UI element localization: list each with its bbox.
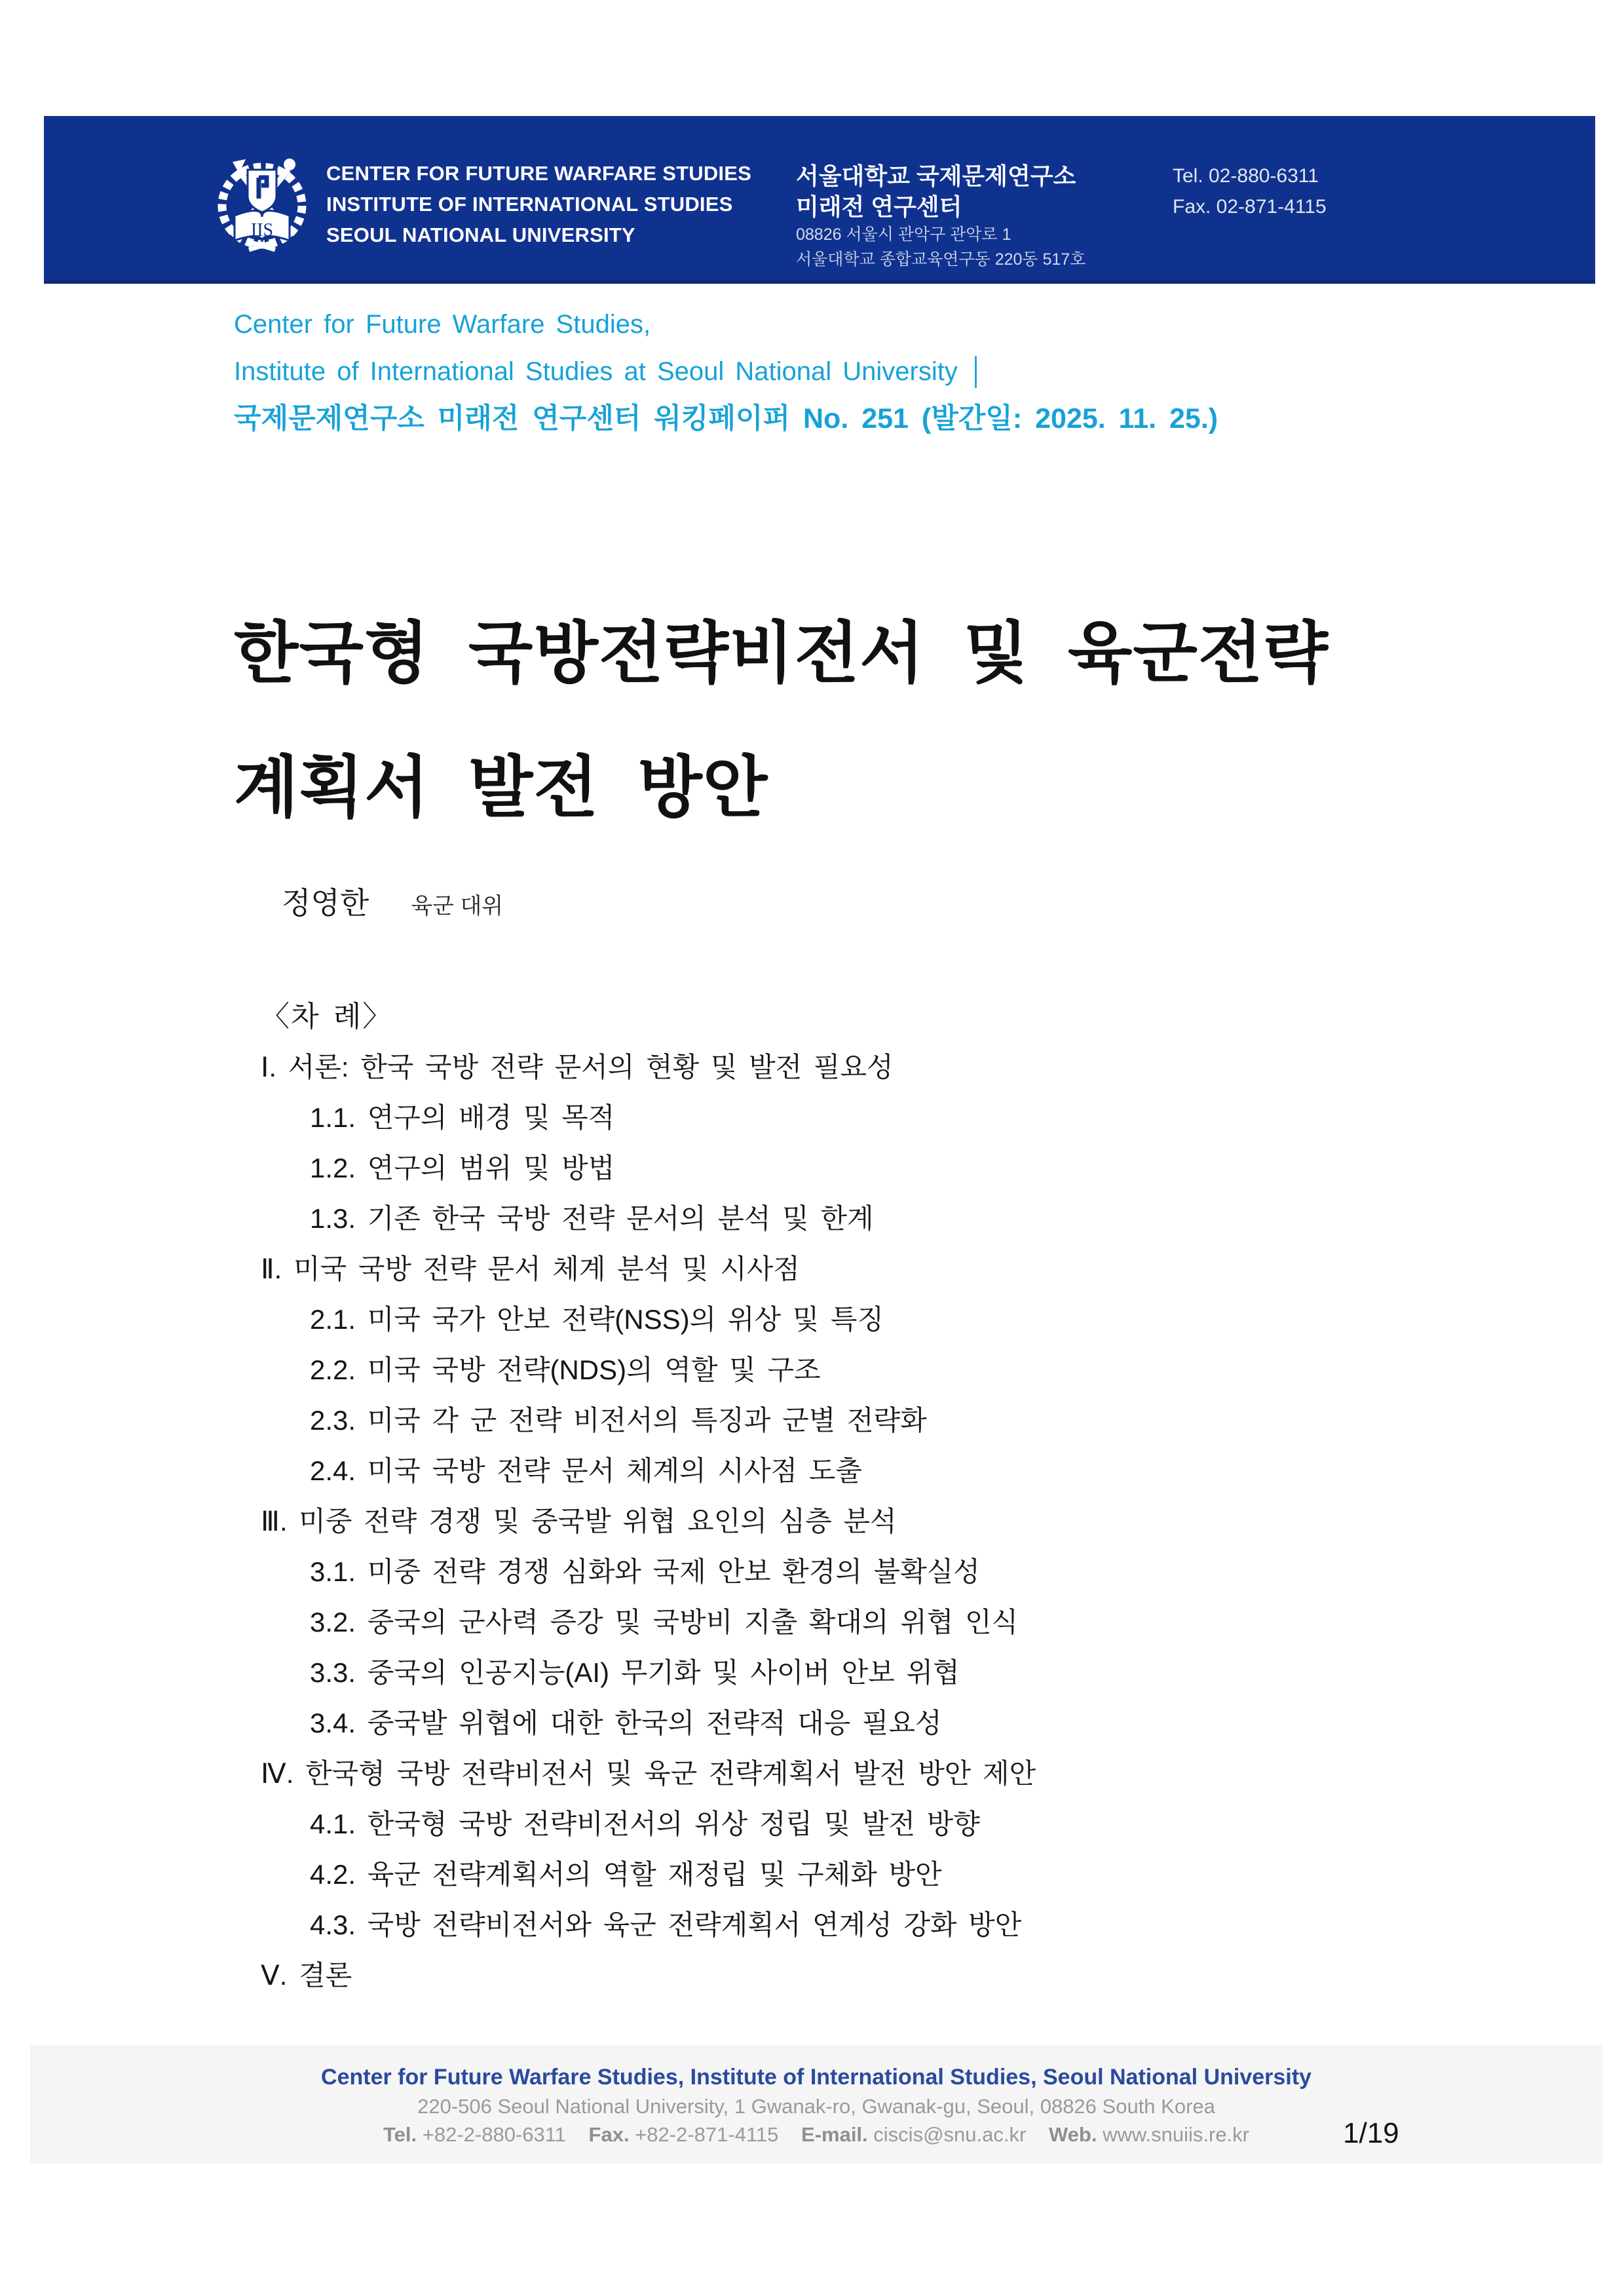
masthead-series-line: 국제문제연구소 미래전 연구센터 워킹페이퍼 No. 251 (발간일: 2025. 11. 25.) [234,403,1218,434]
author-line [282,879,503,923]
toc-item: 1.1. 연구의 배경 및 목적 [310,1102,615,1133]
page-number: 1/19 [1343,2117,1399,2149]
toc-item: Ⅰ. 서론: 한국 국방 전략 문서의 현황 및 발전 필요성 [261,1052,894,1082]
header-tel: Tel. 02-880-6311 [1173,165,1319,187]
footer-email-label: E-mail. [801,2123,868,2146]
toc-item: 1.2. 연구의 범위 및 방법 [310,1153,615,1183]
toc-item: 4.2. 육군 전략계획서의 역할 재정립 및 구체화 방안 [310,1859,942,1890]
masthead-line2: Institute of International Studies at Seoul National University │ [234,357,985,386]
org-kr-line1: 서울대학교 국제문제연구소 [796,163,1076,189]
toc-heading: 〈차 례〉 [261,1001,393,1033]
footer-web-value: www.snuiis.re.kr [1103,2123,1249,2146]
toc-item: 4.1. 한국형 국방 전략비전서의 위상 정립 및 발전 방향 [310,1808,980,1839]
torch-flame [284,159,295,170]
footer-email-value: ciscis@snu.ac.kr [873,2123,1027,2146]
footer-org-name: Center for Future Warfare Studies, Institute of International Studies, Seoul National University [321,2065,1312,2090]
footer-fax-label: Fax. [588,2123,630,2146]
header-contact [1173,161,1327,222]
header-band [44,116,1595,284]
toc-item: 3.3. 중국의 인공지능(AI) 무기화 및 사이버 안보 위협 [310,1657,960,1688]
toc-item: Ⅱ. 미국 국방 전략 문서 체계 분석 및 시사점 [261,1253,800,1284]
org-address-line1: 08826 서울시 관악구 관악로 1 [796,225,1011,244]
page-title [234,586,1329,855]
org-en-line2: INSTITUTE OF INTERNATIONAL STUDIES [326,193,733,216]
toc-item: Ⅲ. 미중 전략 경쟁 및 중국발 위협 요인의 심층 분석 [261,1506,897,1537]
masthead [234,301,1218,442]
toc-item: 4.3. 국방 전략비전서와 육군 전략계획서 연계성 강화 방안 [310,1909,1022,1940]
toc-item: 2.3. 미국 각 군 전략 비전서의 특징과 군별 전략화 [310,1405,927,1436]
toc-item: 3.2. 중국의 군사력 증강 및 국방비 지출 확대의 위협 인식 [310,1607,1019,1637]
footer-tel-label: Tel. [383,2123,417,2146]
footer-fax-value: +82-2-871-4115 [635,2123,779,2146]
org-en-line1: CENTER FOR FUTURE WARFARE STUDIES [326,162,752,185]
toc-item: 2.2. 미국 국방 전략(NDS)의 역할 및 구조 [310,1354,821,1385]
header-fax: Fax. 02-871-4115 [1173,196,1327,218]
title-line1: 한국형 국방전략비전서 및 육군전략 [234,616,1329,691]
title-line2: 계획서 발전 방안 [234,750,768,825]
footer-web-label: Web. [1048,2123,1097,2146]
masthead-line1: Center for Future Warfare Studies, [234,310,651,339]
org-en-line3: SEOUL NATIONAL UNIVERSITY [326,223,635,246]
toc-item: 2.4. 미국 국방 전략 문서 체계의 시사점 도출 [310,1455,862,1486]
toc-item: 3.4. 중국발 위협에 대한 한국의 전략적 대응 필요성 [310,1708,942,1738]
toc-item: Ⅴ. 결론 [261,1960,352,1991]
toc-item: 3.1. 미중 전략 경쟁 심화와 국제 안보 환경의 불확실성 [310,1556,980,1587]
org-address-line2: 서울대학교 종합교육연구동 220동 517호 [796,250,1086,269]
toc-item: 2.1. 미국 국가 안보 전략(NSS)의 위상 및 특징 [310,1304,884,1335]
snu-iis-logo-icon [213,150,311,255]
org-name-english [326,158,751,250]
org-name-korean [796,161,1086,272]
footer-tel-value: +82-2-880-6311 [422,2123,566,2146]
author-name: 정영한 [282,886,369,920]
footer-address: 220-506 Seoul National University, 1 Gwanak-ro, Gwanak-gu, Seoul, 08826 South Korea [417,2095,1215,2118]
toc-item: Ⅳ. 한국형 국방 전략비전서 및 육군 전략계획서 발전 방안 제안 [261,1758,1036,1789]
author-affiliation: 육군 대위 [411,894,504,919]
logo-monogram: IIS [250,220,274,240]
toc-item: 1.3. 기존 한국 국방 전략 문서의 분석 및 한계 [310,1203,874,1234]
table-of-contents [0,991,1624,2000]
org-kr-line2: 미래전 연구센터 [796,193,962,220]
